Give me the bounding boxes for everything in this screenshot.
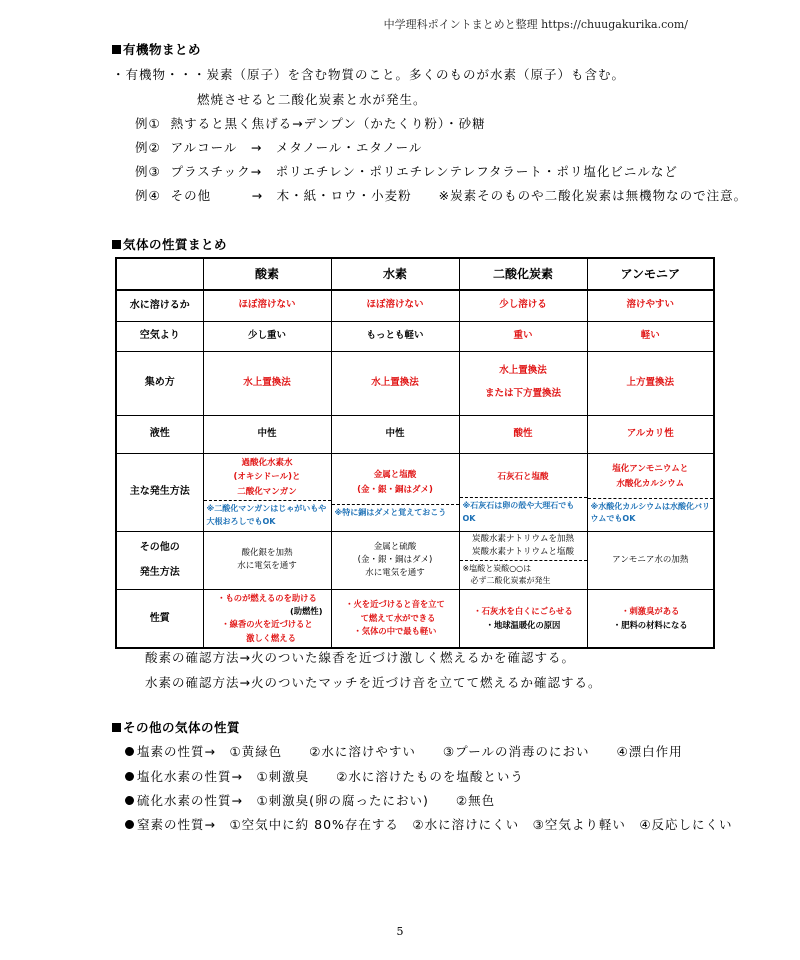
table-row bbox=[116, 290, 714, 321]
cell-h2-dissolve: ほぼ溶けない bbox=[331, 290, 459, 321]
nh3-main-line: 塩化アンモニウムと bbox=[612, 463, 689, 474]
co2-prop-line: ・地球温暖化の原因 bbox=[485, 620, 561, 631]
page-header: 中学理科ポイントまとめと整理 https://chuugakurika.com/ bbox=[383, 18, 688, 31]
other-gases-title-text: その他の気体の性質 bbox=[123, 720, 241, 735]
square-bullet-icon bbox=[112, 240, 121, 249]
page-number: 5 bbox=[396, 925, 404, 938]
organic-example-1 bbox=[135, 114, 486, 132]
example-label: 例④ bbox=[135, 188, 161, 203]
co2-main-note: ※石灰石は卵の殻や大理石でもOK bbox=[460, 497, 587, 528]
other-gas-text: 窒素の性質→ ①空気中に約 80%存在する ②水に溶けにくい ③空気より軽い ④反応しにくい bbox=[137, 817, 733, 832]
co2-other-note: 必ず二酸化炭素が発生 bbox=[470, 576, 551, 586]
cell-o2-collect: 水上置換法 bbox=[203, 351, 331, 415]
organic-example-4 bbox=[135, 186, 747, 204]
co2-collect-line2: または下方置換法 bbox=[484, 388, 561, 399]
example-text: アルコール → メタノール・エタノール bbox=[170, 140, 423, 155]
co2-collect-line1: 水上置換法 bbox=[499, 365, 547, 377]
cell-co2-air: 重い bbox=[459, 321, 587, 351]
header-empty bbox=[116, 258, 203, 290]
gas-section-title bbox=[112, 235, 227, 253]
example-label: 例③ bbox=[135, 164, 161, 179]
o2-prop-line: ・線香の火を近づけると bbox=[221, 619, 313, 630]
row-label-main: 主な発生方法 bbox=[116, 453, 203, 531]
table-row bbox=[116, 321, 714, 351]
header-ammonia: アンモニア bbox=[587, 258, 714, 290]
o2-main-line: 二酸化マンガン bbox=[237, 487, 297, 498]
co2-main-line: 石灰石と塩酸 bbox=[497, 471, 549, 482]
cell-o2-air: 少し重い bbox=[203, 321, 331, 351]
o2-prop-line: 激しく燃える bbox=[246, 632, 296, 643]
cell-o2-props bbox=[203, 590, 331, 648]
list-item bbox=[125, 767, 524, 785]
cell-o2-dissolve: ほぼ溶けない bbox=[203, 290, 331, 321]
table-header-row bbox=[116, 258, 714, 290]
cell-nh3-liquid: アルカリ性 bbox=[587, 415, 714, 453]
h2-other-line: 金属と硫酸 bbox=[373, 541, 417, 552]
circle-bullet-icon bbox=[125, 772, 134, 781]
circle-bullet-icon bbox=[125, 747, 134, 756]
cell-h2-air: もっとも軽い bbox=[331, 321, 459, 351]
cell-nh3-air: 軽い bbox=[587, 321, 714, 351]
nh3-prop-line: ・刺激臭がある bbox=[621, 606, 680, 617]
nh3-main-line: 水酸化カルシウム bbox=[616, 478, 685, 489]
list-item bbox=[125, 815, 733, 833]
example-label: 例② bbox=[135, 140, 161, 155]
row-label-collect: 集め方 bbox=[116, 351, 203, 415]
co2-other-line: 炭酸水素ナトリウムと塩酸 bbox=[472, 546, 574, 557]
organic-line1: ・有機物・・・炭素（原子）を含む物質のこと。多くのものが水素（原子）も含む。 bbox=[112, 67, 626, 82]
organic-example-2 bbox=[135, 138, 422, 156]
h2-prop-line: ・気体の中で最も軽い bbox=[353, 625, 437, 636]
other-label-line2: 発生方法 bbox=[139, 567, 180, 579]
cell-o2-other bbox=[203, 531, 331, 589]
h2-main-note: ※特に銅はダメと覚えておこう bbox=[332, 504, 459, 522]
nh3-main-note: ※水酸化カルシウムは水酸化バリウムでもOK bbox=[588, 498, 714, 529]
o2-main-line: (オキシドール)と bbox=[233, 472, 301, 483]
cell-h2-collect: 水上置換法 bbox=[331, 351, 459, 415]
example-text: その他 → 木・紙・ロウ・小麦粉 ※炭素そのものや二酸化炭素は無機物なので注意。 bbox=[170, 188, 748, 203]
square-bullet-icon bbox=[112, 723, 121, 732]
table-row bbox=[116, 351, 714, 415]
gas-title-text: 気体の性質まとめ bbox=[123, 237, 228, 252]
cell-h2-main bbox=[331, 453, 459, 531]
organic-example-3 bbox=[135, 162, 678, 180]
example-text: プラスチック→ ポリエチレン・ポリエチレンテレフタラート・ポリ塩化ビニルなど bbox=[170, 164, 678, 179]
list-item bbox=[125, 742, 683, 760]
example-label: 例① bbox=[135, 116, 161, 131]
confirm-hydrogen: 水素の確認方法→火のついたマッチを近づけ音を立てて燃えるか確認する。 bbox=[145, 675, 602, 690]
cell-co2-props bbox=[459, 590, 587, 648]
organic-title-text: 有機物まとめ bbox=[123, 42, 202, 57]
other-gas-text: 硫化水素の性質→ ①刺激臭(卵の腐ったにおい) ②無色 bbox=[137, 793, 496, 808]
co2-prop-line: ・石灰水を白くにごらせる bbox=[473, 606, 573, 617]
h2-prop-line: ・火を近づけると音を立て bbox=[345, 599, 445, 610]
co2-other-note: ※塩酸と炭酸○○は bbox=[462, 564, 532, 574]
cell-co2-dissolve: 少し溶ける bbox=[459, 290, 587, 321]
cell-nh3-dissolve: 溶けやすい bbox=[587, 290, 714, 321]
header-co2: 二酸化炭素 bbox=[459, 258, 587, 290]
list-item bbox=[125, 791, 495, 809]
confirm-oxygen: 酸素の確認方法→火のついた線香を近づけ激しく燃えるかを確認する。 bbox=[145, 650, 575, 665]
o2-prop-line: ・ものが燃えるのを助ける bbox=[217, 592, 317, 603]
o2-other-line: 酸化銀を加熱 bbox=[241, 548, 293, 559]
other-gas-text: 塩素の性質→ ①黄緑色 ②水に溶けやすい ③プールの消毒のにおい ④漂白作用 bbox=[137, 744, 683, 759]
h2-main-line: 金属と塩酸 bbox=[373, 470, 417, 481]
cell-o2-main bbox=[203, 453, 331, 531]
o2-main-line: 過酸化水素水 bbox=[241, 457, 293, 468]
co2-other-line: 炭酸水素ナトリウムを加熱 bbox=[472, 533, 574, 544]
cell-h2-other bbox=[331, 531, 459, 589]
o2-prop-line: (助燃性) bbox=[290, 606, 323, 617]
cell-o2-liquid: 中性 bbox=[203, 415, 331, 453]
header-oxygen: 酸素 bbox=[203, 258, 331, 290]
row-label-dissolve: 水に溶けるか bbox=[116, 290, 203, 321]
header-hydrogen: 水素 bbox=[331, 258, 459, 290]
row-label-props: 性質 bbox=[116, 590, 203, 648]
h2-main-line: (金・銀・銅はダメ) bbox=[357, 485, 433, 496]
row-label-other bbox=[116, 531, 203, 589]
cell-co2-main bbox=[459, 453, 587, 531]
circle-bullet-icon bbox=[125, 796, 134, 805]
cell-h2-props bbox=[331, 590, 459, 648]
row-label-liquid: 液性 bbox=[116, 415, 203, 453]
cell-co2-liquid: 酸性 bbox=[459, 415, 587, 453]
table-row bbox=[116, 590, 714, 648]
table-row bbox=[116, 453, 714, 531]
gas-properties-table bbox=[115, 257, 715, 649]
cell-nh3-other: アンモニア水の加熱 bbox=[587, 531, 714, 589]
cell-nh3-props bbox=[587, 590, 714, 648]
other-label-line1: その他の bbox=[139, 541, 180, 553]
circle-bullet-icon bbox=[125, 820, 134, 829]
row-label-air: 空気より bbox=[116, 321, 203, 351]
cell-h2-liquid: 中性 bbox=[331, 415, 459, 453]
o2-main-note: ※二酸化マンガンはじゃがいもや大根おろしでもOK bbox=[204, 500, 331, 531]
table-row bbox=[116, 531, 714, 589]
h2-prop-line: て燃えて水ができる bbox=[360, 612, 436, 623]
organic-section-title bbox=[112, 40, 201, 58]
cell-co2-other bbox=[459, 531, 587, 589]
other-gas-text: 塩化水素の性質→ ①刺激臭 ②水に溶けたものを塩酸という bbox=[137, 769, 524, 784]
cell-co2-collect bbox=[459, 351, 587, 415]
nh3-prop-line: ・肥料の材料になる bbox=[612, 620, 688, 631]
cell-nh3-main bbox=[587, 453, 714, 531]
organic-line2: 燃焼させると二酸化炭素と水が発生。 bbox=[197, 92, 427, 107]
other-gases-section-title bbox=[112, 718, 240, 736]
square-bullet-icon bbox=[112, 45, 121, 54]
o2-other-line: 水に電気を通す bbox=[237, 561, 297, 572]
cell-nh3-collect: 上方置換法 bbox=[587, 351, 714, 415]
table-row bbox=[116, 415, 714, 453]
h2-other-line: (金・銀・銅はダメ) bbox=[357, 554, 433, 565]
example-text: 熱すると黒く焦げる→デンプン（かたくり粉）・砂糖 bbox=[170, 116, 486, 131]
h2-other-line: 水に電気を通す bbox=[365, 567, 425, 578]
